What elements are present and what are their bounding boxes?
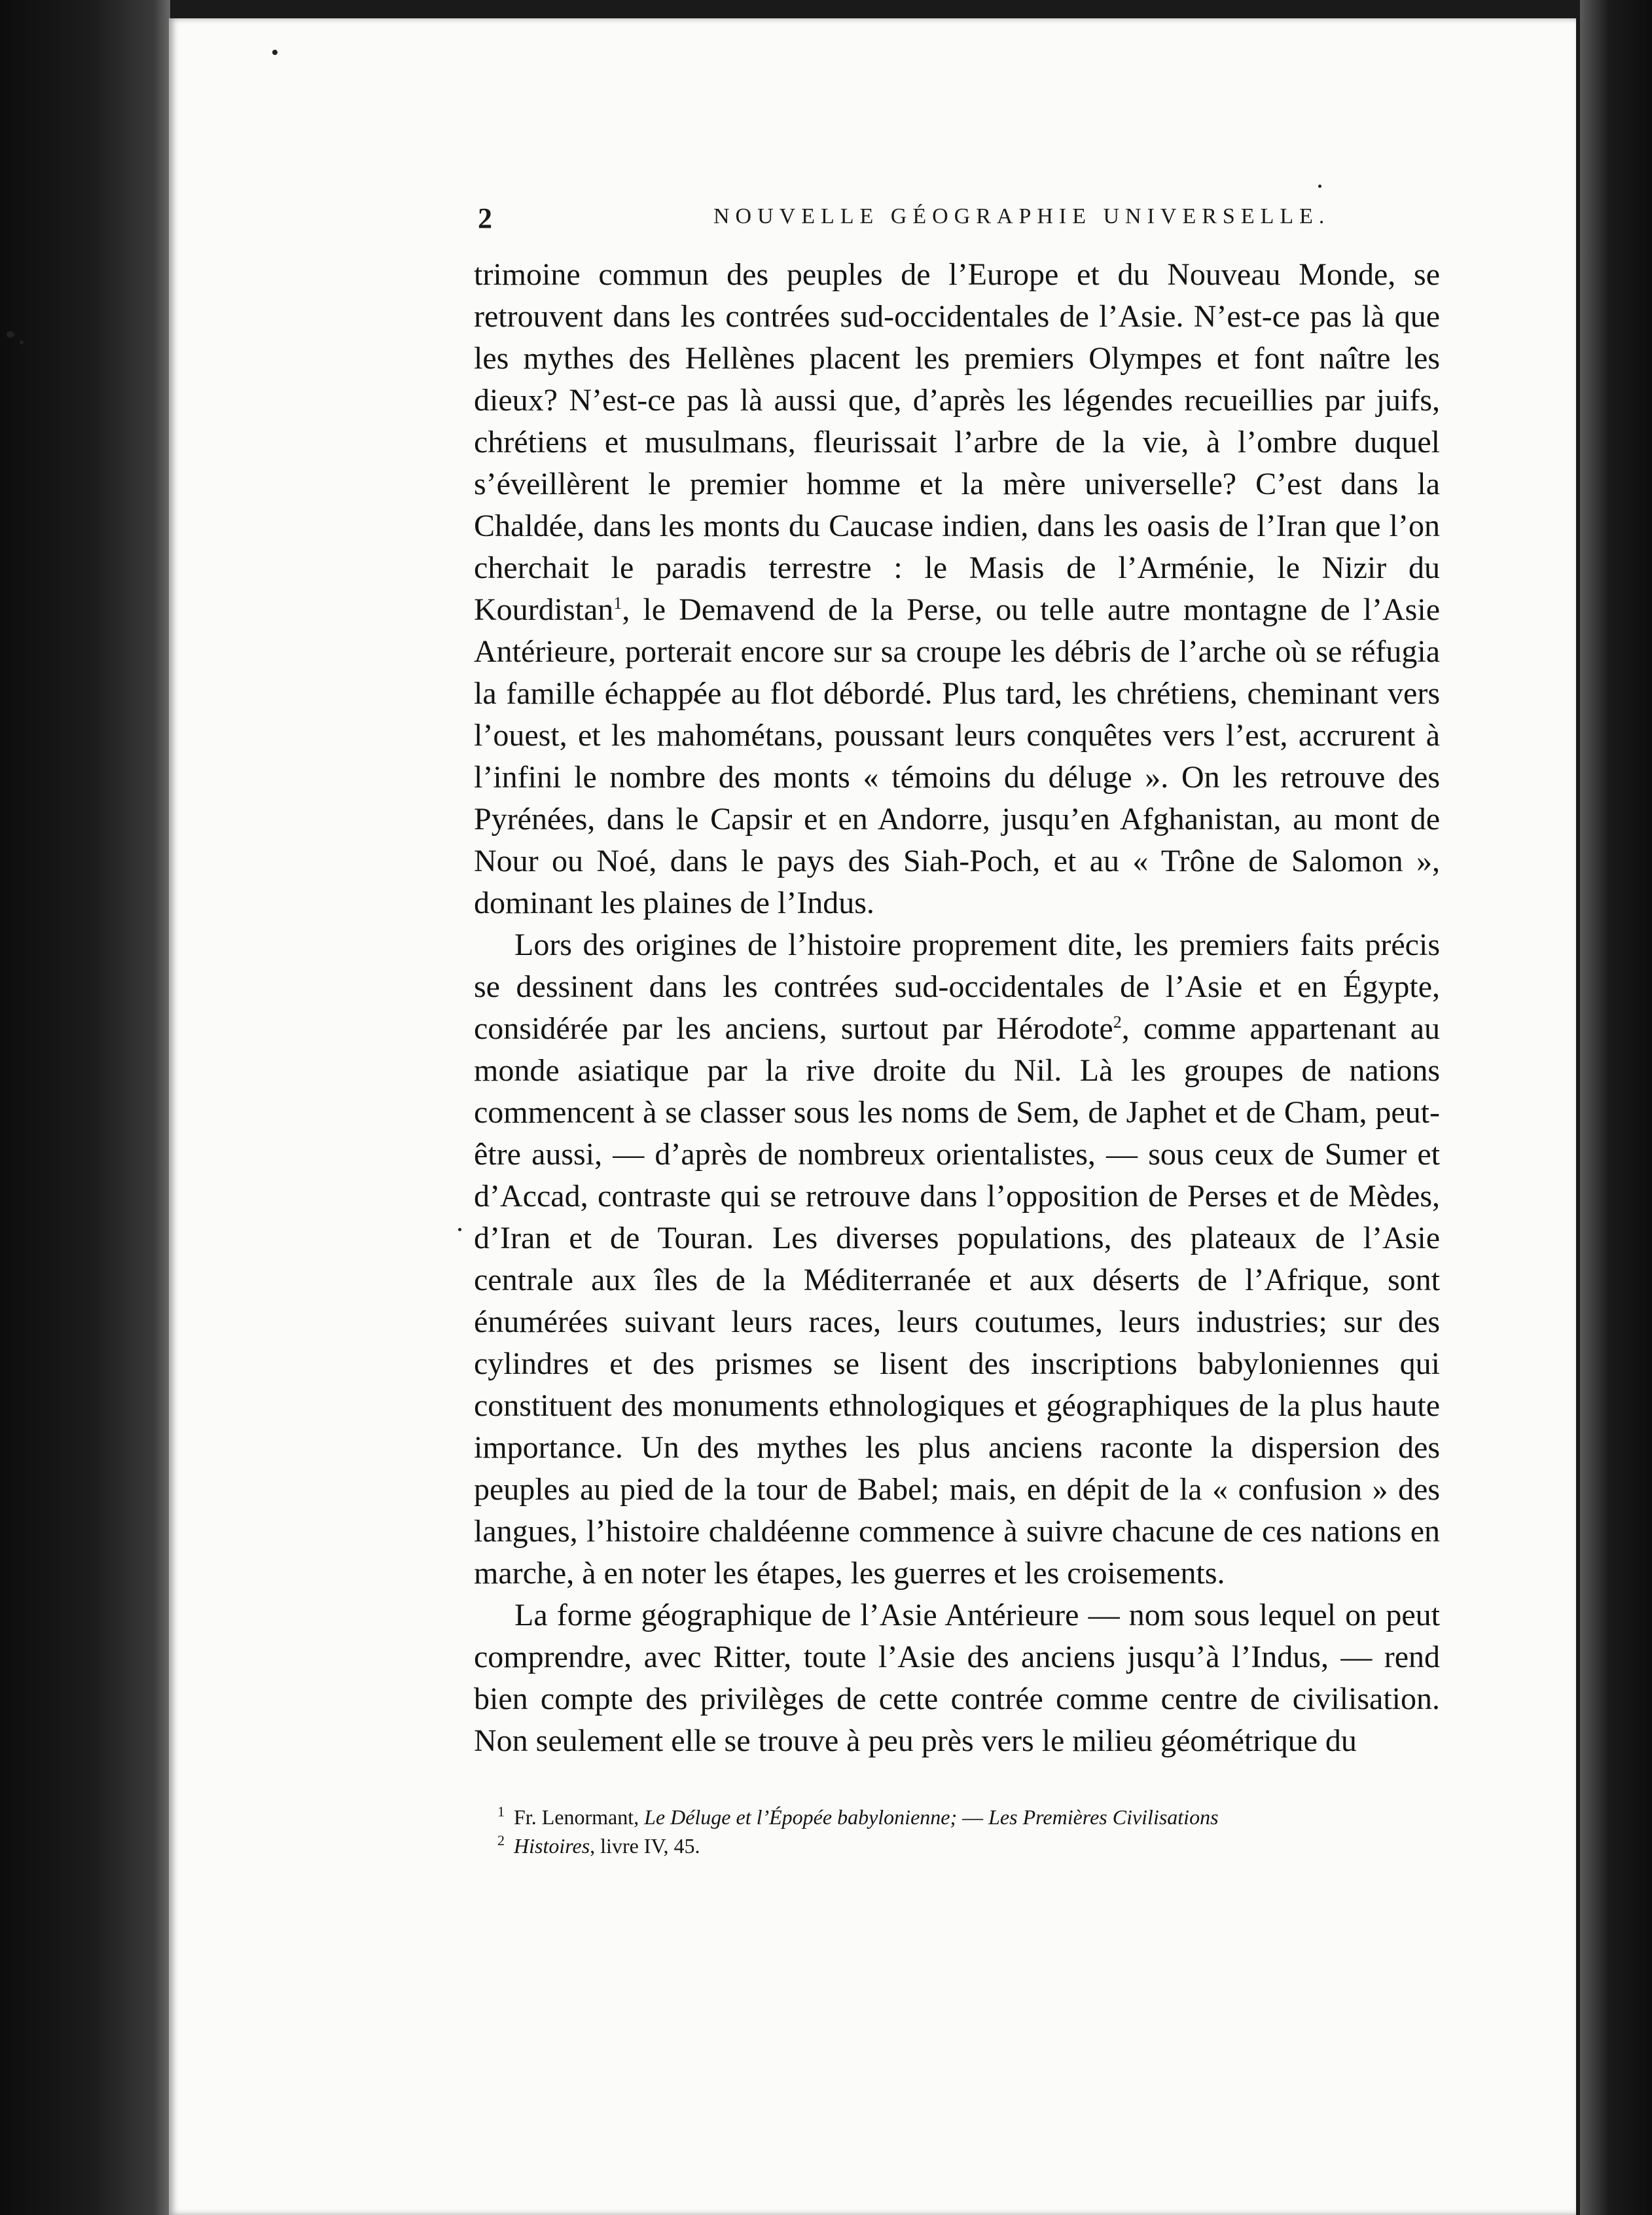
running-head [478, 202, 1446, 234]
body-text [474, 254, 1440, 1762]
footnote-text: Fr. Lenormant, [514, 1805, 645, 1829]
page-number: 2 [478, 202, 492, 234]
paragraph [474, 924, 1440, 1594]
scan-spine-shadow [0, 0, 170, 2215]
footnote-title: Histoires [514, 1834, 590, 1858]
paragraph-text: trimoine commun des peuples de l’Europe et du Nouveau Monde, se retrouvent dans les contrées sud-occidentales de l’Asie. N’est-ce pas là que les mythes des Hellènes placent les premiers Olympes et font naître les dieux? N’est-ce pas là aussi que, d’après les légendes recueillies par juifs, chrétiens et musulmans, fleurissait l’arbre de la vie, à l’ombre duquel s’éveillèrent le premier homme et la mère universelle? C’est dans la Chaldée, dans les monts du Caucase indien, dans les oasis de l’Iran que l’on cherchait le paradis terrestre : le Masis de l’Arménie, le Nizir du Kourdistan [474, 257, 1440, 627]
footnote [479, 1803, 1448, 1831]
footnote-title: Les Premières Civilisations [988, 1805, 1219, 1829]
footnote [479, 1831, 1448, 1860]
scan-speck [1318, 185, 1321, 188]
paragraph-text: , le Demavend de la Perse, ou telle autre montagne de l’Asie Antérieure, porterait encore sur sa croupe les débris de l’arche où se réfugia la famille échappée au flot débordé. Plus tard, les chrétiens, cheminant vers l’ouest, et les mahométans, poussant leurs conquêtes vers l’est, accrurent à l’infini le nombre des monts « témoins du déluge ». On les retrouve des Pyrénées, dans le Capsir et en Andorre, jusqu’en Afghanistan, au mont de Nour ou Noé, dans le pays des Siah-Poch, et au « Trône de Salomon », dominant les plaines de l’Indus. [474, 592, 1440, 920]
footnotes [479, 1803, 1448, 1860]
scan-speck [20, 340, 24, 344]
footnote-reference: 2 [1113, 1013, 1122, 1032]
scan-right-edge [1580, 0, 1652, 2215]
footnote-text: , livre IV, 45. [590, 1834, 700, 1858]
footnote-mark: 1 [497, 1803, 505, 1820]
footnote-mark: 2 [497, 1832, 505, 1849]
scan-speck [7, 331, 14, 338]
paragraph [474, 1594, 1440, 1762]
paragraph-text: La forme géographique de l’Asie Antérieure — nom sous lequel on peut comprendre, avec Ritter, toute l’Asie des anciens jusqu’à l’Indus, — rend bien compte des privilèges de cette contrée comme centre de civilisation. Non seulement elle se trouve à peu près vers le milieu géométrique du [474, 1598, 1440, 1758]
paragraph-text: , comme appartenant au monde asiatique par la rive droite du Nil. Là les groupes de nations commencent à se classer sous les noms de Sem, de Japhet et de Cham, peut-être aussi, — d’après de nombreux orientalistes, — sous ceux de Sumer et d’Accad, contraste qui se retrouve dans l’opposition de Perses et de Mèdes, d’Iran et de Touran. Les diverses populations, des plateaux de l’Asie centrale aux îles de la Méditerranée et aux déserts de l’Afrique, sont énumérées suivant leurs races, leurs coutumes, leurs industries; sur des cylindres et des prismes se lisent des inscriptions babyloniennes qui constituent des monuments ethnologiques et géographiques de la plus haute importance. Un des mythes les plus anciens raconte la dispersion des peuples au pied de la tour de Babel; mais, en dépit de la « confusion » des langues, l’histoire chaldéenne commence à suivre chacune de ces nations en marche, à en noter les étapes, les guerres et les croisements. [474, 1011, 1440, 1591]
footnote-title: Le Déluge et l’Épopée babylonienne; [644, 1805, 958, 1829]
running-title: NOUVELLE GÉOGRAPHIE UNIVERSELLE. [713, 204, 1331, 228]
paragraph [474, 254, 1440, 924]
footnote-text: — [957, 1805, 989, 1829]
paragraph-text: Lors des origines de l’histoire proprement dite, les premiers faits précis se dessinent dans les contrées sud-occidentales de l’Asie et en Égypte, considérée par les anciens, surtout par Hérodote [474, 927, 1440, 1046]
scan-speck [458, 1228, 461, 1231]
scan-speck [272, 50, 278, 55]
footnote-reference: 1 [613, 594, 622, 613]
